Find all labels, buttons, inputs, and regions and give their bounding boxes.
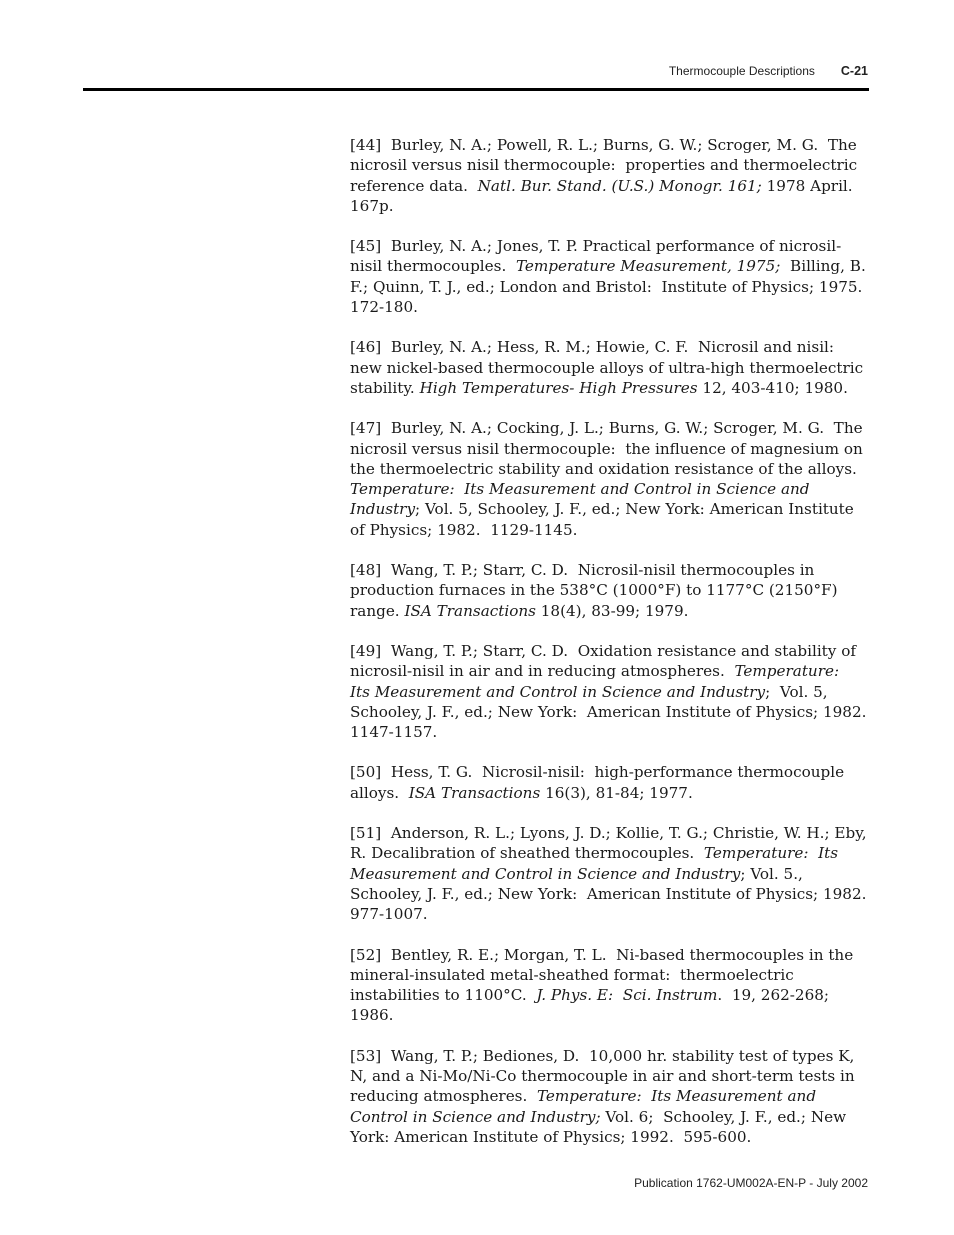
reference-number: [49]	[350, 641, 382, 660]
reference-number: [46]	[350, 338, 382, 357]
reference-details: Billing, B. F.; Quinn, T. J., ed.; London and Bristol: Institute of Physics; 1975. 172-180.	[350, 257, 871, 317]
reference-text: Hess, T. G. Nicrosil-nisil: high-performance thermocouple alloys.	[350, 763, 849, 802]
reference-details: 18(4), 83-99; 1979.	[535, 601, 689, 620]
header-rule	[83, 88, 869, 91]
reference-number: [47]	[350, 419, 382, 438]
reference-text: Burley, N. A.; Cocking, J. L.; Burns, G. W.; Scroger, M. G. The nicrosil versus nisil thermocouple: the influence of magnesium on the thermoelectric stability and oxidation resistance of the alloys.	[350, 419, 868, 478]
reference-details: ; Vol. 5, Schooley, J. F., ed.; New York: American Institute of Physics; 1982. 1147-1157.	[350, 682, 877, 742]
reference-entry	[350, 135, 868, 216]
reference-number: [51]	[350, 824, 382, 843]
reference-source-title: Temperature Measurement, 1975;	[515, 257, 781, 276]
reference-entry	[350, 823, 877, 924]
reference-details: . 19, 262-268; 1986.	[350, 986, 834, 1025]
reference-entry	[350, 762, 868, 803]
reference-source-title: ISA Transactions	[408, 783, 541, 802]
reference-source-title: Temperature: Its Measurement and Control in Science and Industry;	[350, 1087, 821, 1126]
reference-details: ; Vol. 5, Schooley, J. F., ed.; New York: American Institute of Physics; 1982. 1129-1145.	[350, 500, 859, 539]
reference-text: Bentley, R. E.; Morgan, T. L. Ni-based thermocouples in the mineral-insulated metal-sheathed format: thermoelectric instabilities to 1100°C.	[350, 945, 859, 1005]
reference-entry	[350, 641, 877, 742]
reference-details: Vol. 6; Schooley, J. F., ed.; New York: American Institute of Physics; 1992. 595-600.	[350, 1107, 851, 1146]
reference-entry	[350, 1046, 868, 1147]
reference-number: [52]	[350, 945, 382, 964]
reference-text: Wang, T. P.; Bediones, D. 10,000 hr. stability test of types K, N, and a Ni-Mo/Ni-Co thermocouple in air and short-term tests in reducing atmospheres.	[350, 1046, 860, 1106]
reference-source-title: High Temperatures- High Pressures	[419, 378, 698, 397]
reference-text: Burley, N. A.; Hess, R. M.; Howie, C. F. Nicrosil and nisil: new nickel-based thermocouple alloys of ultra-high thermoelectric stability.	[350, 338, 868, 397]
reference-source-title: Natl. Bur. Stand. (U.S.) Monogr. 161;	[477, 176, 762, 195]
reference-details: 1978 April. 167p.	[350, 176, 858, 215]
reference-text: Burley, N. A.; Powell, R. L.; Burns, G. W.; Scroger, M. G. The nicrosil versus nisil thermocouple: properties and thermoelectric reference data.	[350, 136, 862, 195]
reference-number: [50]	[350, 763, 382, 782]
reference-source-title: Temperature: Its Measurement and Control in Science and Industry	[350, 662, 849, 701]
reference-source-title: ISA Transactions	[404, 601, 536, 620]
reference-text: Burley, N. A.; Jones, T. P. Practical performance of nicrosil-nisil thermocouples.	[350, 237, 842, 276]
reference-text: Anderson, R. L.; Lyons, J. D.; Kollie, T. G.; Christie, W. H.; Eby, R. Decalibration of sheathed thermocouples.	[350, 824, 872, 863]
reference-entry	[350, 945, 868, 1026]
reference-source-title: Temperature: Its Measurement and Control in Science and Industry	[350, 480, 815, 519]
reference-number: [44]	[350, 136, 382, 154]
publication-footer: Publication 1762-UM002A-EN-P - July 2002	[634, 1176, 868, 1190]
reference-number: [53]	[350, 1046, 382, 1065]
reference-details: 12, 403-410; 1980.	[697, 378, 848, 397]
page-header	[669, 64, 868, 78]
reference-entry	[350, 337, 868, 398]
reference-source-title: Temperature: Its Measurement and Control in Science and Industry	[350, 844, 843, 883]
reference-list	[350, 135, 877, 1167]
reference-details: 16(3), 81-84; 1977.	[540, 783, 693, 802]
reference-entry	[350, 418, 868, 540]
reference-entry	[350, 560, 868, 621]
page-number: C-21	[840, 64, 868, 78]
reference-details: ; Vol. 5., Schooley, J. F., ed.; New York: American Institute of Physics; 1982. 977-1007.	[350, 864, 877, 924]
reference-text: Wang, T. P.; Starr, C. D. Nicrosil-nisil thermocouples in production furnaces in the 538°C (1000°F) to 1177°C (2150°F) range.	[350, 561, 843, 620]
reference-entry	[350, 236, 871, 317]
reference-text: Wang, T. P.; Starr, C. D. Oxidation resistance and stability of nicrosil-nisil in air and in reducing atmospheres.	[350, 641, 861, 681]
reference-number: [45]	[350, 237, 382, 256]
reference-number: [48]	[350, 561, 382, 580]
reference-source-title: J. Phys. E: Sci. Instrum	[536, 986, 718, 1005]
section-title: Thermocouple Descriptions	[668, 64, 815, 78]
